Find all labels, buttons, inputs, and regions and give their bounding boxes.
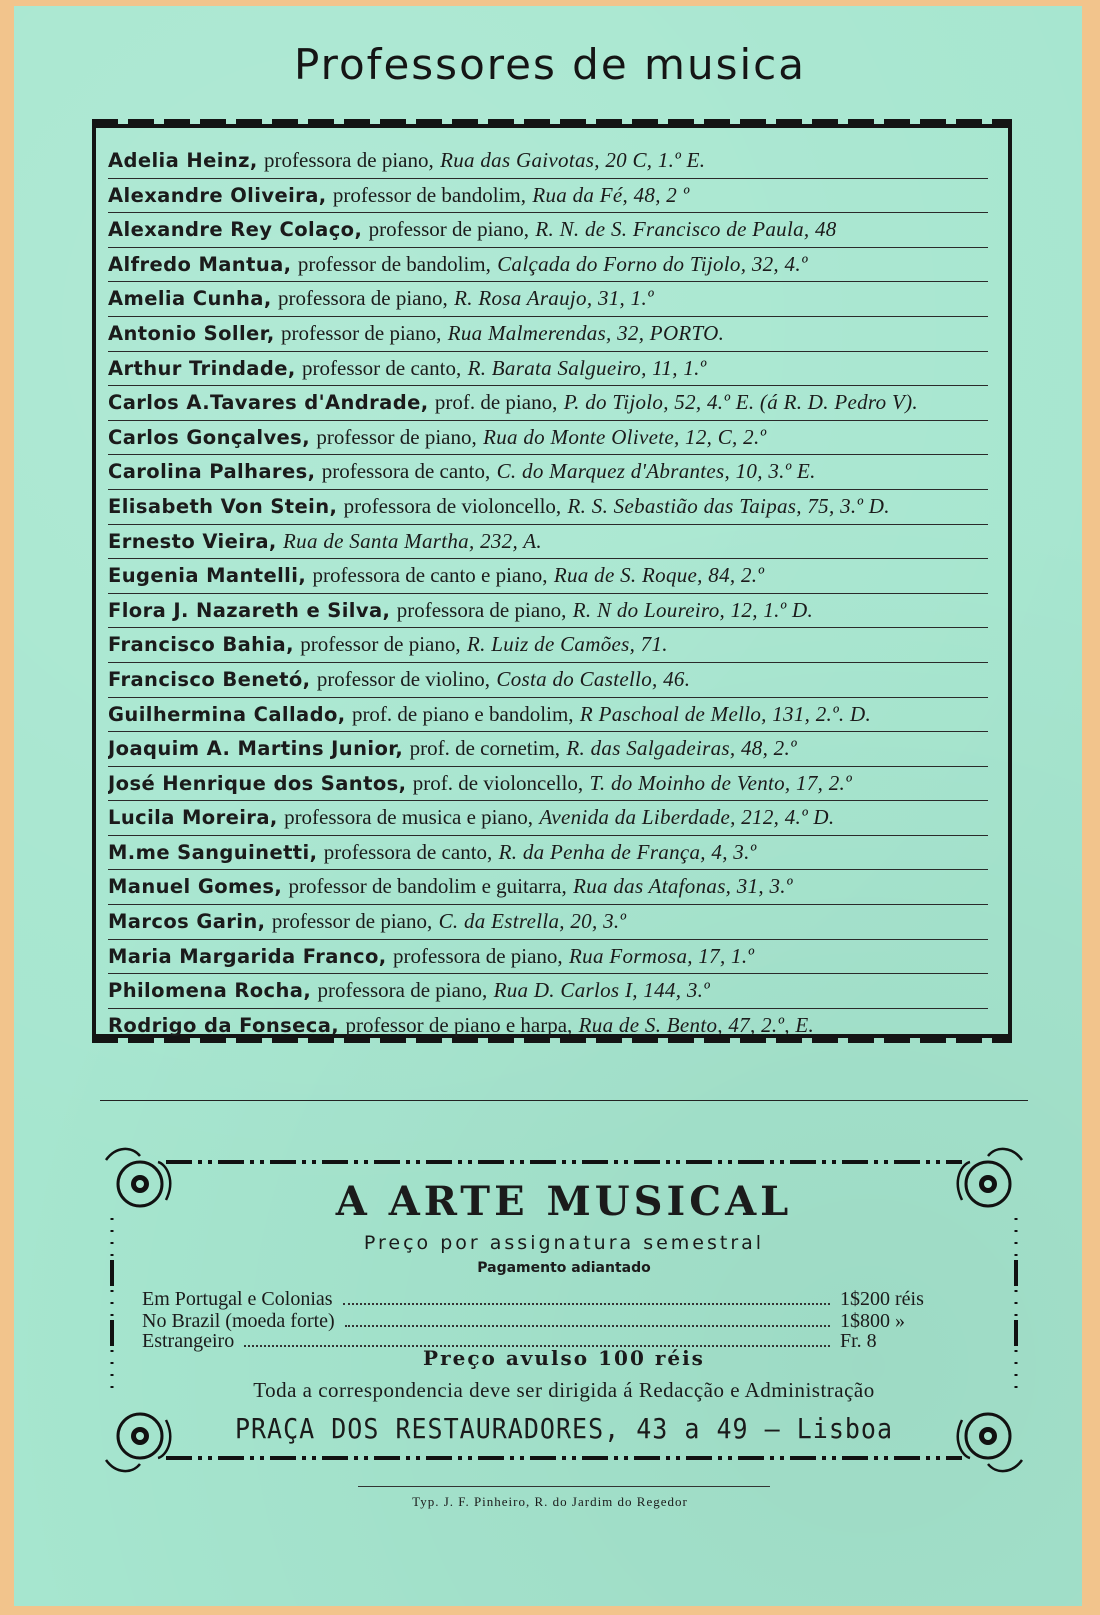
teacher-address: Costa do Castello, 46. <box>496 666 691 691</box>
price-row-portugal <box>142 1288 950 1310</box>
teacher-role: professora de canto, <box>321 459 491 484</box>
teacher-name: José Henrique dos Santos, <box>108 771 407 795</box>
teacher-role: professor de piano, <box>300 632 461 657</box>
list-item <box>108 248 988 283</box>
list-item <box>108 594 988 629</box>
teacher-role: professora de piano, <box>264 148 434 172</box>
teacher-role: professora de violoncello, <box>343 493 562 518</box>
list-item <box>108 144 988 179</box>
list-item <box>108 490 988 525</box>
teacher-address: C. do Marquez d'Abrantes, 10, 3.º E. <box>496 459 816 484</box>
teacher-role: professor de piano, <box>281 320 442 345</box>
list-item <box>108 940 988 975</box>
teacher-name: Eugenia Mantelli, <box>108 564 307 588</box>
teacher-address: R. N. de S. Francisco de Paula, 48 <box>535 217 837 242</box>
teacher-name: Joaquim A. Martins Junior, <box>108 737 404 761</box>
list-item <box>108 282 988 317</box>
teacher-address: Calçada do Forno do Tijolo, 32, 4.º <box>497 251 808 276</box>
list-item <box>108 352 988 387</box>
footer-rule <box>358 1486 770 1487</box>
list-item <box>108 317 988 352</box>
list-item <box>108 732 988 767</box>
list-item <box>108 386 988 421</box>
teacher-role: professora de canto e piano, <box>312 563 548 588</box>
teacher-name: Elisabeth Von Stein, <box>108 494 338 518</box>
teacher-role: professora de piano, <box>392 943 563 968</box>
price-value: 1$800 » <box>840 1310 905 1332</box>
teacher-name: Alexandre Oliveira, <box>108 183 327 207</box>
teacher-address: R. Barata Salgueiro, 11, 1.º <box>467 355 707 380</box>
teacher-name: Carlos A.Tavares d'Andrade, <box>108 391 429 415</box>
teacher-role: professora de musica e piano, <box>284 805 534 830</box>
ad-correspondence: Toda a correspondencia deve ser dirigida á Redacção e Administração <box>253 1378 875 1402</box>
teacher-role: professor de bandolim, <box>332 182 526 207</box>
teacher-role: professor de piano e harpa, <box>345 1012 573 1037</box>
price-value: Fr. 8 <box>840 1330 877 1352</box>
price-label: Estrangeiro <box>142 1330 235 1352</box>
list-item <box>108 455 988 490</box>
teacher-role: professora de piano, <box>278 286 448 311</box>
list-item <box>108 974 988 1009</box>
teacher-name: Maria Margarida Franco, <box>108 944 387 968</box>
teacher-address: R Paschoal de Mello, 131, 2.º. D. <box>579 701 872 726</box>
teacher-role: professor de piano, <box>271 909 433 934</box>
teacher-name: Alexandre Rey Colaço, <box>108 218 363 242</box>
teacher-address: T. do Moinho de Vento, 17, 2.º <box>589 770 852 795</box>
teacher-address: Rua Malmerendas, 32, PORTO. <box>447 320 725 345</box>
ad-title: A ARTE MUSICAL <box>335 1178 793 1225</box>
teacher-role: professor de bandolim e guitarra, <box>288 874 567 899</box>
teacher-name: Arthur Trindade, <box>108 356 296 380</box>
teacher-name: Francisco Bahia, <box>108 633 294 657</box>
price-label: Em Portugal e Colonias <box>142 1288 333 1310</box>
teacher-role: prof. de piano e bandolim, <box>351 701 574 726</box>
page-title: Professores de musica <box>294 40 806 89</box>
teacher-address: Rua Formosa, 17, 1.º <box>569 943 755 968</box>
teacher-role: professora de canto, <box>323 839 493 864</box>
list-item <box>108 213 988 248</box>
list-item <box>108 836 988 871</box>
price-value: 1$200 réis <box>840 1288 924 1310</box>
list-item <box>108 698 988 733</box>
teacher-role: professor de violino, <box>316 666 491 691</box>
list-item <box>108 663 988 698</box>
ad-address: PRAÇA DOS RESTAURADORES, 43 a 49 — Lisboa <box>234 1412 894 1445</box>
section-divider <box>100 1100 1028 1101</box>
teacher-address: R. da Penha de França, 4, 3.º <box>498 839 757 864</box>
list-item <box>108 767 988 802</box>
list-item <box>108 559 988 594</box>
teacher-address: C. da Estrella, 20, 3.º <box>438 909 627 934</box>
teacher-role: prof. de violoncello, <box>412 770 584 795</box>
teacher-address: Rua da Fé, 48, 2 º <box>532 182 690 207</box>
teacher-address: R. das Salgadeiras, 48, 2.º <box>566 736 797 761</box>
ad-subtitle: Preço por assignatura semestral <box>363 1232 765 1254</box>
teacher-name: Manuel Gomes, <box>108 875 283 899</box>
teacher-address: R. Rosa Araujo, 31, 1.º <box>454 286 654 311</box>
teacher-name: Flora J. Nazareth e Silva, <box>108 598 391 622</box>
teacher-address: Rua de S. Roque, 84, 2.º <box>553 563 765 588</box>
teacher-role: prof. de piano, <box>434 390 558 415</box>
teacher-name: Alfredo Mantua, <box>108 252 292 276</box>
teacher-role: professora de piano, <box>317 978 488 1003</box>
teacher-name: Adelia Heinz, <box>108 149 258 172</box>
list-item <box>108 1009 988 1043</box>
teacher-role: prof. de cornetim, <box>409 736 561 761</box>
teacher-name: Lucila Moreira, <box>108 806 278 830</box>
teacher-address: R. Luiz de Camões, 71. <box>466 632 668 657</box>
price-label: No Brazil (moeda forte) <box>142 1310 335 1332</box>
ad-single-price: Preço avulso 100 réis <box>423 1346 705 1370</box>
teacher-name: Amelia Cunha, <box>108 287 272 311</box>
ad-payment-note: Pagamento adiantado <box>477 1260 651 1276</box>
teacher-role: professor de canto, <box>302 355 462 380</box>
list-item <box>108 801 988 836</box>
teacher-name: Ernesto Vieira, <box>108 529 277 553</box>
list-item <box>108 421 988 456</box>
teacher-name: Rodrigo da Fonseca, <box>108 1013 340 1037</box>
teacher-role: professor de bandolim, <box>297 251 491 276</box>
list-item <box>108 525 988 560</box>
teacher-name: Antonio Soller, <box>108 321 275 345</box>
teacher-name: Francisco Benetó, <box>108 667 311 691</box>
teacher-address: Rua D. Carlos I, 144, 3.º <box>493 978 710 1003</box>
teacher-address: P. do Tijolo, 52, 4.º E. (á R. D. Pedro V). <box>563 390 918 415</box>
teacher-name: M.me Sanguinetti, <box>108 840 318 864</box>
teacher-role: professor de piano, <box>368 217 529 242</box>
teacher-address: R. N do Loureiro, 12, 1.º D. <box>572 597 814 622</box>
teacher-address: Rua das Gaivotas, 20 C, 1.º E. <box>440 148 706 172</box>
teacher-name: Carlos Gonçalves, <box>108 425 310 449</box>
dot-leader <box>244 1331 830 1347</box>
list-item <box>108 870 988 905</box>
teacher-address: R. S. Sebastião das Taipas, 75, 3.º D. <box>567 493 890 518</box>
teachers-list <box>108 144 988 1042</box>
dot-leader <box>345 1311 830 1327</box>
list-item <box>108 179 988 214</box>
teacher-role: professora de piano, <box>396 597 567 622</box>
teacher-address: Avenida da Liberdade, 212, 4.º D. <box>539 805 835 830</box>
teacher-address: Rua do Monte Olivete, 12, C, 2.º <box>483 424 767 449</box>
teacher-name: Philomena Rocha, <box>108 979 312 1003</box>
dot-leader <box>343 1289 830 1305</box>
teacher-address: Rua das Atafonas, 31, 3.º <box>573 874 793 899</box>
advertisement-box <box>96 1140 1032 1480</box>
teachers-list-frame <box>92 124 1012 1038</box>
teacher-address: Rua de S. Bento, 47, 2.º, E. <box>578 1012 815 1037</box>
teacher-name: Carolina Palhares, <box>108 460 316 484</box>
teacher-role: professor de piano, <box>316 424 477 449</box>
list-item <box>108 628 988 663</box>
price-row-brazil <box>142 1310 950 1332</box>
list-item <box>108 905 988 940</box>
teacher-name: Guilhermina Callado, <box>108 702 346 726</box>
teacher-name: Marcos Garin, <box>108 910 266 934</box>
teacher-address: Rua de Santa Martha, 232, A. <box>283 528 542 553</box>
printer-footer: Typ. J. F. Pinheiro, R. do Jardim do Regedor <box>412 1494 688 1509</box>
